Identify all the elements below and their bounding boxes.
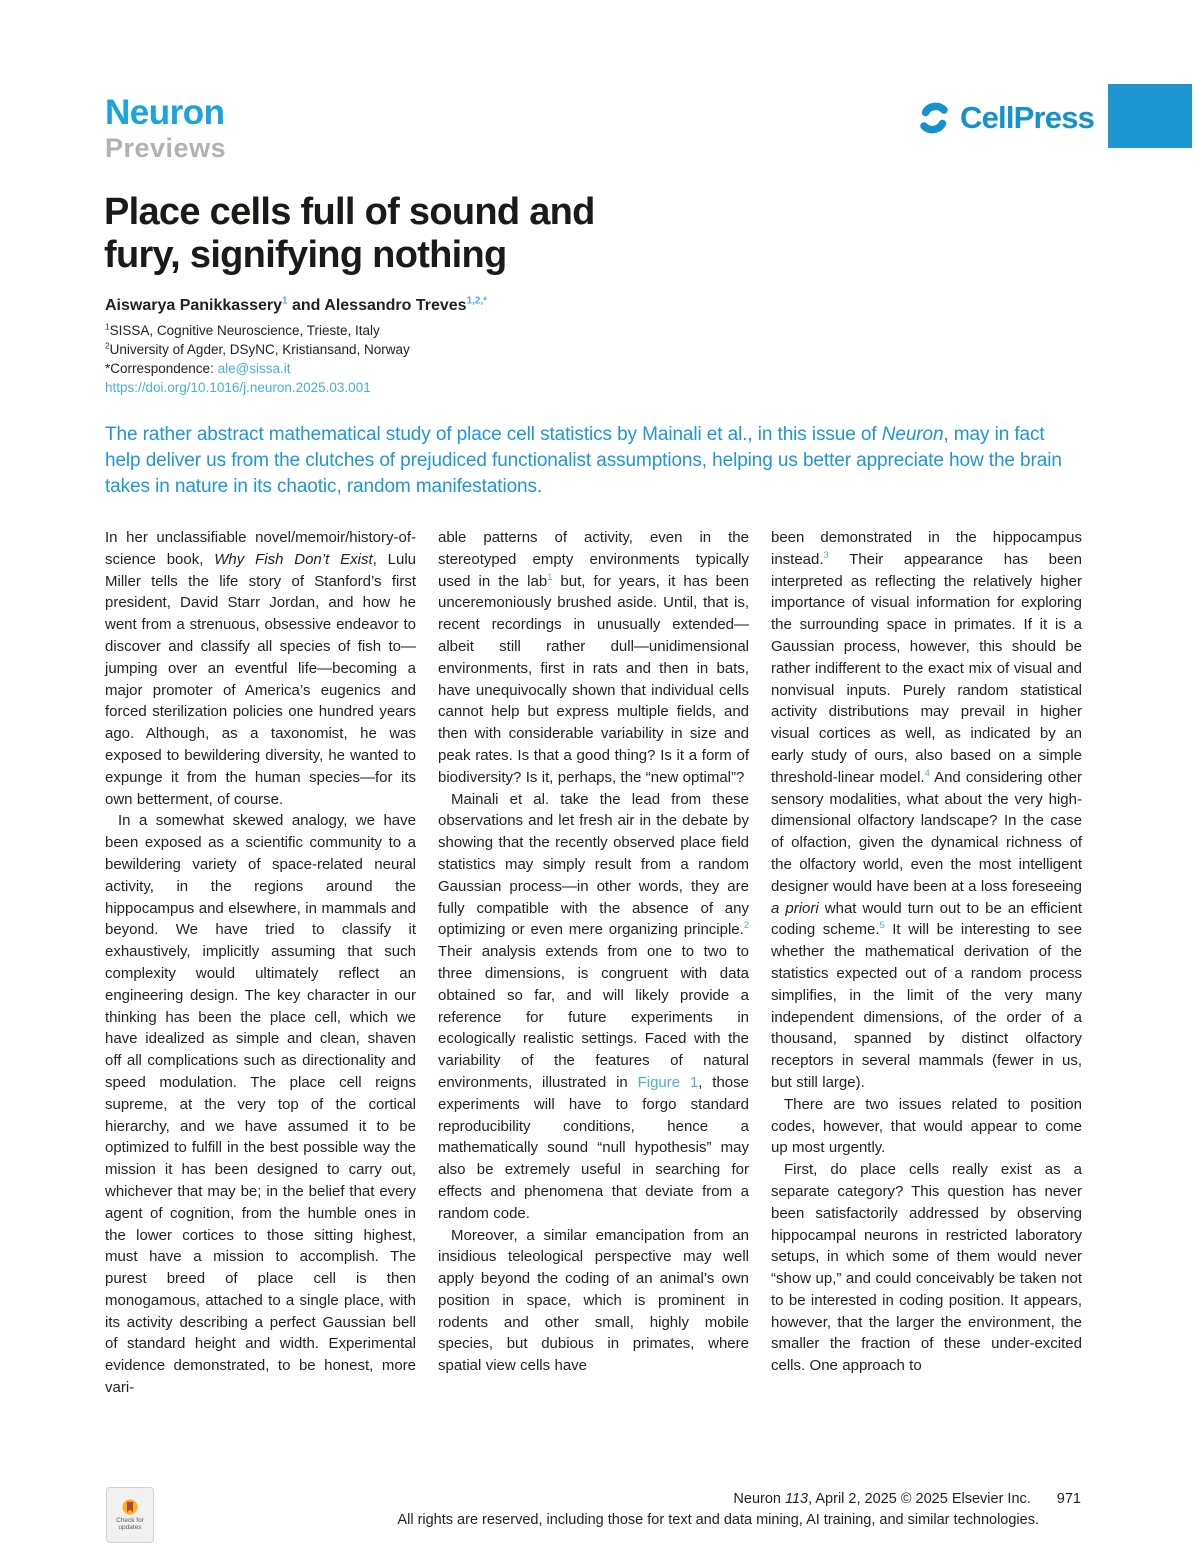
inline-link[interactable]: Figure 1	[637, 1073, 699, 1091]
footer-citation-line	[105, 1489, 1081, 1510]
text-run: SISSA, Cognitive Neuroscience, Trieste, Italy	[109, 323, 380, 338]
page-number: 971	[1056, 1491, 1081, 1507]
text-run: In a somewhat skewed analogy, we have been exposed as a scientific community to a bewildering variety of space-related neural activity, in the regions around the hippocampus and elsewhere, in mammals and beyond. We have tried to classify it exhaustively, implicitly assuming that such complexity would ultimately reflect an engineering design. The key character in our thinking has been the place cell, which we have idealized as simple and clean, shaven off all complications such as directionality and speed modulation. The place cell reigns supreme, at the very top of the cortical hierarchy, and we have assumed it to be optimized to fulfill in the best possible way the mission it has been designed to carry out, whichever that may be; in the belief that every agent of cognition, from the humble ones in the lower cortices to those sitting highest, must have a mission to accomplish. The purest breed of place cell is then monogamous, attached to a single place, with its activity describing a perfect Gaussian bell of standard height and width. Experimental evidence demonstrated, to be honest, more vari-	[105, 812, 416, 1397]
text-run: And considering other sensory modalities, what about the very high-dimensional olfactory landscape? In the case of olfaction, given the dynamical richness of the olfactory world, even the most intelligent designer would have been at a loss foreseeing	[771, 768, 1082, 895]
citation-ref-link[interactable]: 2	[743, 920, 749, 931]
text-run: Their analysis extends from one to two to three dimensions, is congruent with data obtained so far, and will likely provide a reference for future experiments in ecologically realistic settings. Faced with the variability of the features of natural environments, illustrated in	[438, 943, 749, 1091]
body-column-2	[438, 527, 749, 1399]
text-run: what would turn out to be an efficient coding scheme.	[771, 899, 1082, 939]
text-run: able patterns of activity, even in the stereotyped empty environments typically used in the lab	[438, 529, 749, 590]
citation-ref-link[interactable]: 3	[823, 549, 829, 560]
text-run: been demonstrated in the hippocampus instead.	[771, 529, 1082, 568]
body-paragraph	[771, 527, 1082, 1094]
text-run: Their appearance has been interpreted as reflecting the relatively higher importance of visual information for exploring the surrounding space in primates. If it is a Gaussian process, however, this should be rather indifferent to the exact mix of visual and nonvisual inputs. Purely random statistical activity distributions may prevail in higher visual cortices as well, as indicated by an early study of ours, also based on a simple threshold-linear model.	[771, 550, 1082, 786]
citation-ref-link[interactable]: 1,2,*	[466, 295, 487, 307]
correspondence-line	[105, 359, 410, 378]
cellpress-wordmark: CellPress	[960, 100, 1095, 135]
author-line	[105, 297, 487, 315]
text-run: 2	[105, 340, 110, 351]
citation-ref-link[interactable]: 1	[547, 571, 553, 582]
text-run: and Alessandro Treves	[287, 297, 467, 314]
body-paragraph	[438, 1225, 749, 1378]
text-run: , may in fact help deliver us from the clutches of prejudiced functionalist assumptions, helping us better appreciate how the brain takes in nature in its chaotic, random manifestations.	[105, 424, 1062, 497]
affiliation-2	[105, 340, 410, 359]
text-run: but, for years, it has been unceremoniously brushed aside. Until, that is, recent recordings in unusually extended—albeit still rather dull—unidimensional environments, first in rats and then in bats, have unequivocally shown that individual cells cannot help but express multiple fields, and then with considerable variability in size and peak rates. Is that a good thing? Is it a form of biodiversity? Is it, perhaps, the “new optimal”?	[438, 572, 749, 786]
text-run: a priori	[771, 899, 819, 917]
check-for-updates-badge[interactable]	[106, 1487, 154, 1543]
text-run: In her unclassifiable novel/memoir/history-of-science book,	[105, 529, 416, 568]
section-label: Previews	[105, 133, 227, 163]
body-column-1	[105, 527, 416, 1399]
inline-link[interactable]: https://doi.org/10.1016/j.neuron.2025.03.001	[105, 380, 371, 395]
body-column-3	[771, 527, 1082, 1399]
doi-line	[105, 378, 410, 397]
text-run: Moreover, a similar emancipation from an insidious teleological perspective may well apply beyond the coding of an animal’s own position in space, which is prominent in rodents and other small, highly mobile species, but dubious in primates, where spatial view cells have	[438, 1226, 749, 1375]
citation-ref-link[interactable]: 1	[282, 295, 288, 307]
body-paragraph	[105, 810, 416, 1399]
corner-banner	[1108, 84, 1192, 148]
text-run: 113	[785, 1491, 809, 1507]
text-run: University of Agder, DSyNC, Kristiansand, Norway	[109, 342, 410, 357]
article-body	[105, 527, 1082, 1399]
text-run: 1	[105, 321, 110, 332]
check-for-updates-label: Check for updates	[116, 1517, 144, 1531]
text-run: First, do place cells really exist as a separate category? This question has never been satisfactorily addressed by observing hippocampal neurons in restricted laboratory setups, in which some of them would never “show up,” and could conceivably be taken not to be interested in coding position. It appears, however, that the larger the environment, the smaller the fraction of these under-excited cells. One approach to	[771, 1161, 1082, 1375]
text-run: *Correspondence:	[105, 361, 218, 376]
body-paragraph	[438, 527, 749, 789]
article-title-line1: Place cells full of sound and	[104, 191, 595, 233]
text-run: There are two issues related to position codes, however, that would appear to come up most urgently.	[771, 1095, 1082, 1157]
abstract	[105, 422, 1081, 500]
text-run: Neuron	[733, 1491, 785, 1507]
text-run: Mainali et al. take the lead from these observations and let fresh air in the debate by showing that the recently observed place field statistics may simply result from a random Gaussian process—in other words, they are fully compatible with the absence of any optimizing or even mere organizing principle.	[438, 790, 749, 939]
text-run: , April 2, 2025 © 2025 Elsevier Inc.	[808, 1491, 1031, 1507]
citation-ref-link[interactable]: 4	[924, 767, 930, 778]
page-footer	[105, 1489, 1081, 1531]
body-paragraph	[105, 527, 416, 810]
text-run: , Lulu Miller tells the life story of Stanford’s first president, David Starr Jordan, and how he went from a strenuous, obsessive endeavor to discover and classify all species of fish to—jumping over an eventful life—becoming a major promoter of America’s eugenics and forced sterilization policies one hundred years ago. Although, as a taxonomist, he was exposed to bewildering diversity, he wanted to expunge it from the human species—for its own betterment, of course.	[105, 550, 416, 808]
affiliation-1	[105, 321, 410, 340]
journal-logo: Neuron	[105, 93, 225, 132]
article-title-line2: fury, signifying nothing	[104, 234, 507, 276]
text-run: The rather abstract mathematical study of place cell statistics by Mainali et al., in this issue of	[105, 424, 882, 445]
body-paragraph	[438, 789, 749, 1225]
crossmark-icon	[122, 1499, 138, 1515]
text-run: , those experiments will have to forgo standard reproducibility conditions, hence a mathematically sound “null hypothesis” may also be extremely useful in searching for effects and phenomena that deviate from a random code.	[438, 1073, 749, 1222]
footer-citation	[733, 1489, 1030, 1510]
cellpress-swirl-icon	[916, 100, 952, 136]
footer-rights: All rights are reserved, including those for text and data mining, AI training, and similar technologies.	[397, 1512, 1039, 1528]
text-run: Why Fish Don’t Exist	[214, 550, 373, 568]
body-paragraph	[771, 1159, 1082, 1377]
journal-brand	[105, 94, 226, 163]
affiliations	[105, 321, 410, 397]
text-run: It will be interesting to see whether the mathematical derivation of the statistics expected out of a random process simplifies, in the limit of the very many independent dimensions, of the order of a thousand, spanned by distinct olfactory receptors in several mammals (fewer in us, but still large).	[771, 921, 1082, 1091]
text-run: Aiswarya Panikkassery	[105, 297, 283, 314]
inline-link[interactable]: ale@sissa.it	[217, 361, 291, 376]
article-title	[104, 191, 595, 277]
cellpress-logo	[916, 100, 1094, 136]
body-paragraph	[771, 1094, 1082, 1159]
text-run: Neuron	[881, 424, 944, 445]
citation-ref-link[interactable]: 5	[879, 920, 885, 931]
